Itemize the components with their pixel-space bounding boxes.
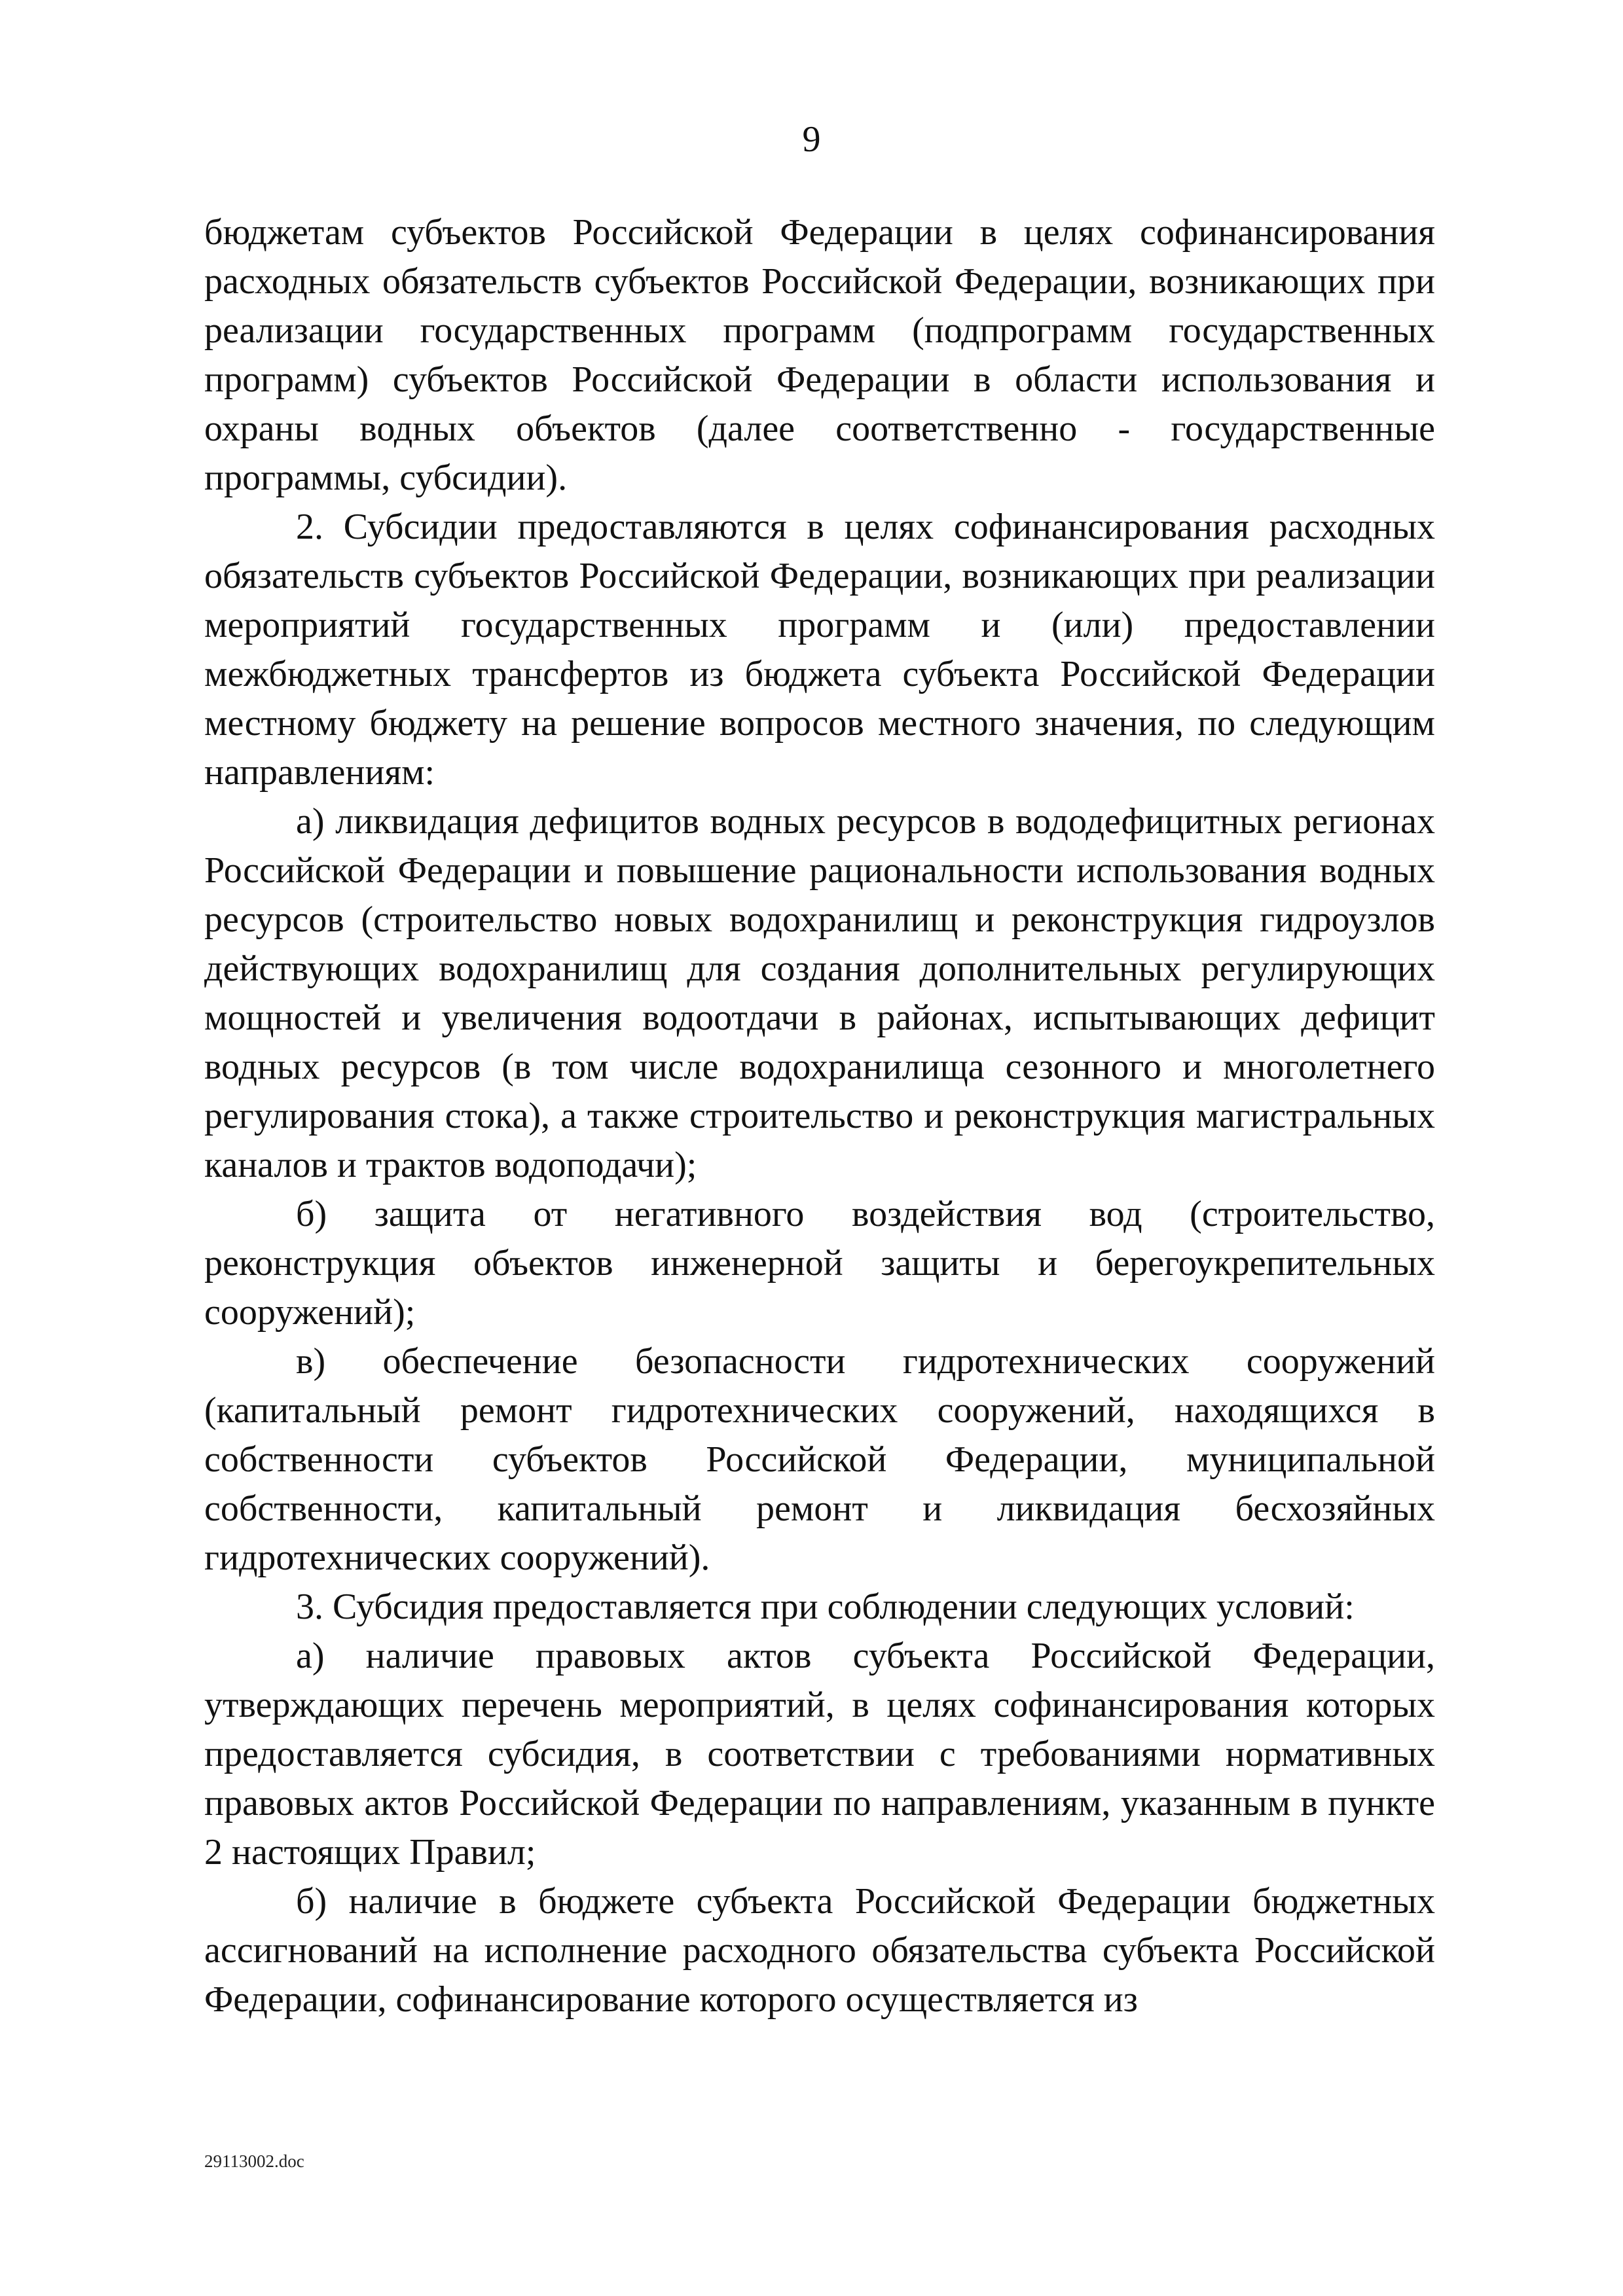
paragraph-intro-continuation: бюджетам субъектов Российской Федерации в целях софинансирования расходных обязательств субъектов Российской Федерации, возникающих при реализации государственных программ (подпрограмм государственных программ) субъектов Российской Федерации в области использования и охраны водных объектов (далее соответственно - государственные программы, субсидии). [204,212,1435,498]
paragraph-clause-2a: а) ликвидация дефицитов водных ресурсов в вододефицитных регионах Российской Федерации и повышение рациональности использования водных ресурсов (строительство новых водохранилищ и реконструкция гидроузлов действующих водохранилищ для создания дополнительных регулирующих мощностей и увеличения водоотдачи в районах, испытывающих дефицит водных ресурсов (в том числе водохранилища сезонного и многолетнего регулирования стока), а также строительство и реконструкция магистральных каналов и трактов водоподачи); [204,801,1435,1185]
page-number: 9 [802,119,821,160]
document-body [204,208,1435,2024]
paragraph-clause-3a: а) наличие правовых актов субъекта Российской Федерации, утверждающих перечень мероприятий, в целях софинансирования которых предоставляется субсидия, в соответствии с требованиями нормативных правовых актов Российской Федерации по направлениям, указанным в пункте 2 настоящих Правил; [204,1636,1435,1873]
paragraph-clause-2b: б) защита от негативного воздействия вод (строительство, реконструкция объектов инженерной защиты и берегоукрепительных сооружений); [204,1194,1435,1333]
paragraph-clause-2v: в) обеспечение безопасности гидротехнических сооружений (капитальный ремонт гидротехнических сооружений, находящихся в собственности субъектов Российской Федерации, муниципальной собственности, капитальный ремонт и ликвидация бесхозяйных гидротехнических сооружений). [204,1341,1435,1578]
paragraph-clause-2: 2. Субсидии предоставляются в целях софинансирования расходных обязательств субъектов Российской Федерации, возникающих при реализации мероприятий государственных программ и (или) предоставлении межбюджетных трансфертов из бюджета субъекта Российской Федерации местному бюджету на решение вопросов местного значения, по следующим направлениям: [204,507,1435,793]
paragraph-clause-3: 3. Субсидия предоставляется при соблюдении следующих условий: [296,1587,1355,1627]
footer-file-code: 29113002.doc [204,2151,304,2171]
paragraph-clause-3b: б) наличие в бюджете субъекта Российской Федерации бюджетных ассигнований на исполнение расходного обязательства субъекта Российской Федерации, софинансирование которого осуществляется из [204,1881,1435,2020]
